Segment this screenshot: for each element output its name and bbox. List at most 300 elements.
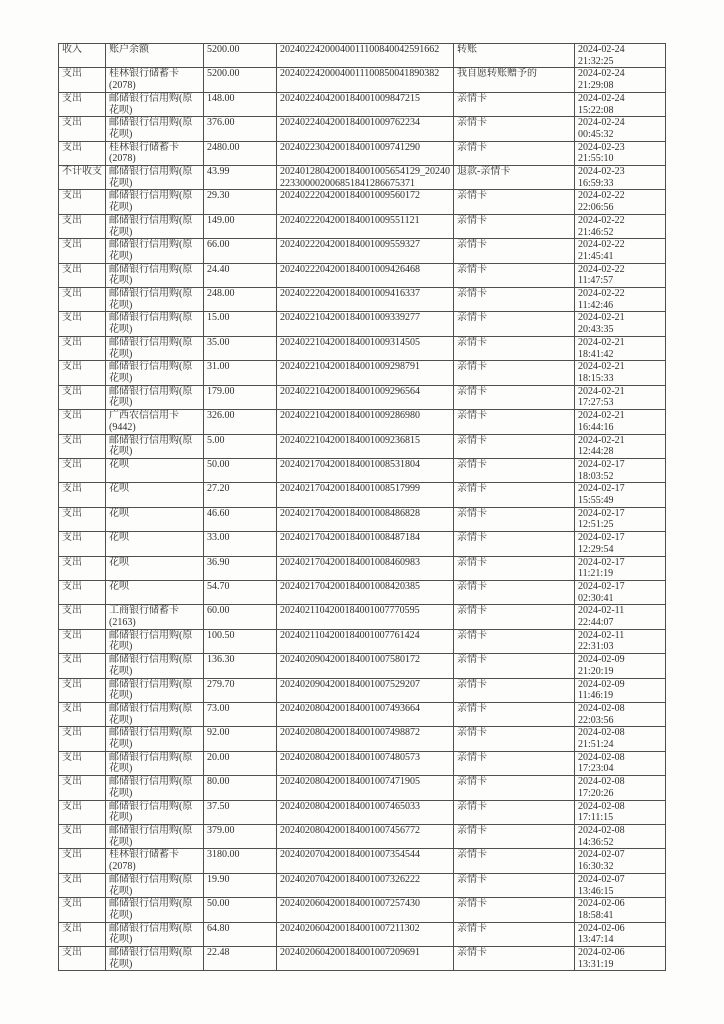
cell-amount: 15.00 [204,312,277,336]
table-row [59,141,666,165]
cell-account: 邮储银行信用购(原花呗) [106,825,204,849]
cell-datetime [575,702,666,726]
cell-datetime [575,678,666,702]
time-line: 00:45:32 [578,128,614,140]
cell-account: 账户余额 [106,44,204,68]
date-line: 2024-02-09 [578,678,625,690]
table-row [59,288,666,312]
cell-transaction-id: 2024020604200184001007209691 [277,947,454,971]
table-row [59,214,666,238]
time-line: 15:22:08 [578,104,614,116]
cell-type: 支出 [59,361,106,385]
cell-description: 亲情卡 [454,727,575,751]
cell-description: 亲情卡 [454,751,575,775]
cell-amount: 136.30 [204,654,277,678]
cell-type: 支出 [59,507,106,531]
cell-transaction-id: 2024021104200184001007761424 [277,629,454,653]
cell-transaction-id: 2024020804200184001007471905 [277,776,454,800]
cell-type: 支出 [59,654,106,678]
date-line: 2024-02-24 [578,117,625,129]
cell-description: 亲情卡 [454,263,575,287]
cell-description: 亲情卡 [454,92,575,116]
cell-datetime [575,629,666,653]
cell-type: 支出 [59,458,106,482]
cell-description: 亲情卡 [454,678,575,702]
cell-datetime [575,288,666,312]
cell-description: 亲情卡 [454,385,575,409]
cell-amount: 326.00 [204,410,277,434]
cell-type: 支出 [59,849,106,873]
cell-amount: 33.00 [204,532,277,556]
cell-account: 邮储银行信用购(原花呗) [106,776,204,800]
cell-datetime [575,800,666,824]
table-row [59,776,666,800]
time-line: 11:21:19 [578,568,614,580]
cell-description: 我自愿转账赠予的 [454,68,575,92]
cell-transaction-id: 2024022204200184001009416337 [277,288,454,312]
table-row [59,117,666,141]
cell-description: 亲情卡 [454,849,575,873]
cell-type: 支出 [59,92,106,116]
cell-description: 亲情卡 [454,702,575,726]
cell-amount: 179.00 [204,385,277,409]
cell-datetime [575,825,666,849]
cell-description: 亲情卡 [454,288,575,312]
table-row [59,385,666,409]
table-row [59,239,666,263]
table-row [59,727,666,751]
cell-datetime [575,873,666,897]
cell-datetime [575,898,666,922]
date-line: 2024-02-23 [578,141,625,153]
time-line: 16:59:33 [578,177,614,189]
cell-account: 邮储银行信用购(原花呗) [106,629,204,653]
date-line: 2024-02-22 [578,263,625,275]
date-line: 2024-02-17 [578,483,625,495]
date-line: 2024-02-08 [578,751,625,763]
cell-type: 支出 [59,190,106,214]
time-line: 13:31:19 [578,958,614,970]
date-line: 2024-02-08 [578,702,625,714]
table-row [59,556,666,580]
cell-transaction-id: 2024022204200184001009559327 [277,239,454,263]
time-line: 21:55:10 [578,153,614,165]
cell-description: 亲情卡 [454,361,575,385]
cell-amount: 27.20 [204,483,277,507]
cell-account: 邮储银行信用购(原花呗) [106,702,204,726]
date-line: 2024-02-24 [578,44,625,55]
table-row [59,849,666,873]
cell-datetime [575,263,666,287]
cell-datetime [575,312,666,336]
cell-transaction-id: 20240224200040011100850041890382 [277,68,454,92]
cell-transaction-id: 2024022104200184001009314505 [277,336,454,360]
cell-type: 支出 [59,776,106,800]
cell-transaction-id: 2024022104200184001009298791 [277,361,454,385]
cell-type: 支出 [59,947,106,971]
cell-datetime [575,483,666,507]
cell-type: 支出 [59,214,106,238]
date-line: 2024-02-11 [578,629,625,641]
cell-description: 退款-亲情卡 [454,166,575,190]
time-line: 13:46:15 [578,885,614,897]
cell-amount: 22.48 [204,947,277,971]
cell-type: 支出 [59,263,106,287]
cell-account: 邮储银行信用购(原花呗) [106,117,204,141]
cell-amount: 92.00 [204,727,277,751]
cell-account: 邮储银行信用购(原花呗) [106,800,204,824]
cell-amount: 5200.00 [204,68,277,92]
time-line: 21:29:08 [578,80,614,92]
cell-transaction-id: 2024021704200184001008486828 [277,507,454,531]
cell-type: 支出 [59,629,106,653]
cell-transaction-id: 2024012804200184001005654129_20240223300002006851841286675371 [277,166,454,190]
cell-description: 亲情卡 [454,898,575,922]
table-row [59,166,666,190]
cell-datetime [575,580,666,604]
table-row [59,483,666,507]
cell-description: 亲情卡 [454,117,575,141]
cell-description: 亲情卡 [454,825,575,849]
cell-description: 亲情卡 [454,214,575,238]
cell-type: 支出 [59,727,106,751]
cell-transaction-id: 2024021704200184001008420385 [277,580,454,604]
cell-amount: 100.50 [204,629,277,653]
cell-description: 亲情卡 [454,532,575,556]
transaction-table-body [59,44,666,971]
cell-description: 亲情卡 [454,922,575,946]
cell-transaction-id: 2024022104200184001009296564 [277,385,454,409]
time-line: 02:30:41 [578,592,614,604]
cell-account: 桂林银行储蓄卡(2078) [106,849,204,873]
date-line: 2024-02-21 [578,410,625,422]
table-row [59,605,666,629]
cell-type: 支出 [59,751,106,775]
cell-type: 支出 [59,312,106,336]
table-row [59,44,666,68]
cell-account: 花呗 [106,580,204,604]
cell-account: 邮储银行信用购(原花呗) [106,312,204,336]
cell-description: 亲情卡 [454,190,575,214]
time-line: 21:20:19 [578,665,614,677]
cell-type: 支出 [59,825,106,849]
cell-account: 邮储银行信用购(原花呗) [106,385,204,409]
cell-transaction-id: 2024020604200184001007257430 [277,898,454,922]
cell-type: 支出 [59,556,106,580]
cell-description: 亲情卡 [454,336,575,360]
time-line: 21:51:24 [578,739,614,751]
date-line: 2024-02-08 [578,727,625,739]
time-line: 14:36:52 [578,836,614,848]
cell-account: 邮储银行信用购(原花呗) [106,654,204,678]
cell-type: 支出 [59,117,106,141]
date-line: 2024-02-21 [578,336,625,348]
date-line: 2024-02-22 [578,288,625,300]
cell-datetime [575,776,666,800]
cell-type: 支出 [59,385,106,409]
cell-datetime [575,654,666,678]
cell-transaction-id: 2024021704200184001008460983 [277,556,454,580]
time-line: 13:47:14 [578,934,614,946]
cell-type: 支出 [59,605,106,629]
cell-datetime [575,751,666,775]
cell-account: 邮储银行信用购(原花呗) [106,727,204,751]
table-row [59,922,666,946]
time-line: 21:32:25 [578,55,614,67]
cell-amount: 50.00 [204,458,277,482]
cell-transaction-id: 2024020804200184001007456772 [277,825,454,849]
table-row [59,532,666,556]
time-line: 11:42:46 [578,299,614,311]
table-row [59,800,666,824]
date-line: 2024-02-17 [578,507,625,519]
cell-transaction-id: 2024022104200184001009339277 [277,312,454,336]
cell-transaction-id: 2024021704200184001008517999 [277,483,454,507]
table-row [59,947,666,971]
cell-type: 支出 [59,336,106,360]
cell-account: 邮储银行信用购(原花呗) [106,922,204,946]
table-row [59,898,666,922]
cell-amount: 379.00 [204,825,277,849]
time-line: 21:46:52 [578,226,614,238]
table-row [59,654,666,678]
cell-type: 不计收支 [59,166,106,190]
date-line: 2024-02-06 [578,922,625,934]
cell-amount: 248.00 [204,288,277,312]
cell-account: 邮储银行信用购(原花呗) [106,190,204,214]
cell-transaction-id: 2024022404200184001009762234 [277,117,454,141]
cell-transaction-id: 2024022204200184001009560172 [277,190,454,214]
cell-datetime [575,166,666,190]
cell-description: 亲情卡 [454,947,575,971]
table-row [59,629,666,653]
cell-amount: 35.00 [204,336,277,360]
table-row [59,68,666,92]
cell-amount: 5.00 [204,434,277,458]
cell-account: 邮储银行信用购(原花呗) [106,263,204,287]
date-line: 2024-02-22 [578,190,625,202]
table-row [59,434,666,458]
cell-account: 工商银行储蓄卡(2163) [106,605,204,629]
cell-datetime [575,458,666,482]
cell-datetime [575,214,666,238]
table-row [59,336,666,360]
time-line: 21:45:41 [578,250,614,262]
cell-type: 支出 [59,141,106,165]
cell-account: 邮储银行信用购(原花呗) [106,873,204,897]
date-line: 2024-02-11 [578,605,625,617]
cell-description: 亲情卡 [454,434,575,458]
cell-datetime [575,190,666,214]
cell-transaction-id: 20240224200040011100840042591662 [277,44,454,68]
date-line: 2024-02-08 [578,776,625,788]
cell-amount: 36.90 [204,556,277,580]
cell-account: 邮储银行信用购(原花呗) [106,92,204,116]
cell-amount: 73.00 [204,702,277,726]
cell-datetime [575,532,666,556]
cell-account: 邮储银行信用购(原花呗) [106,361,204,385]
time-line: 17:23:04 [578,763,614,775]
cell-account: 邮储银行信用购(原花呗) [106,751,204,775]
time-line: 18:03:52 [578,470,614,482]
cell-account: 邮储银行信用购(原花呗) [106,434,204,458]
date-line: 2024-02-06 [578,947,625,959]
cell-datetime [575,68,666,92]
time-line: 15:55:49 [578,495,614,507]
cell-transaction-id: 2024021104200184001007770595 [277,605,454,629]
cell-type: 支出 [59,483,106,507]
cell-description: 亲情卡 [454,239,575,263]
date-line: 2024-02-09 [578,654,625,666]
time-line: 18:41:42 [578,348,614,360]
cell-amount: 279.70 [204,678,277,702]
cell-type: 支出 [59,922,106,946]
cell-description: 亲情卡 [454,776,575,800]
cell-type: 支出 [59,580,106,604]
cell-type: 支出 [59,434,106,458]
cell-amount: 5200.00 [204,44,277,68]
cell-description: 亲情卡 [454,654,575,678]
cell-datetime [575,922,666,946]
cell-amount: 148.00 [204,92,277,116]
cell-account: 桂林银行储蓄卡(2078) [106,141,204,165]
time-line: 18:15:33 [578,372,614,384]
time-line: 12:29:54 [578,543,614,555]
cell-account: 邮储银行信用购(原花呗) [106,336,204,360]
date-line: 2024-02-22 [578,239,625,251]
cell-datetime [575,605,666,629]
cell-datetime [575,434,666,458]
time-line: 11:46:19 [578,690,614,702]
cell-amount: 376.00 [204,117,277,141]
cell-amount: 149.00 [204,214,277,238]
time-line: 17:20:26 [578,787,614,799]
cell-transaction-id: 2024022204200184001009426468 [277,263,454,287]
cell-transaction-id: 2024022104200184001009286980 [277,410,454,434]
cell-datetime [575,239,666,263]
cell-description: 亲情卡 [454,580,575,604]
cell-account: 邮储银行信用购(原花呗) [106,678,204,702]
table-row [59,190,666,214]
cell-transaction-id: 2024020904200184001007580172 [277,654,454,678]
cell-account: 邮储银行信用购(原花呗) [106,288,204,312]
table-row [59,580,666,604]
table-row [59,507,666,531]
time-line: 20:43:35 [578,324,614,336]
date-line: 2024-02-06 [578,898,625,910]
cell-amount: 20.00 [204,751,277,775]
time-line: 22:31:03 [578,641,614,653]
cell-description: 亲情卡 [454,873,575,897]
cell-type: 支出 [59,898,106,922]
cell-transaction-id: 2024020704200184001007354544 [277,849,454,873]
cell-description: 亲情卡 [454,507,575,531]
cell-transaction-id: 2024020804200184001007480573 [277,751,454,775]
table-row [59,361,666,385]
cell-datetime [575,141,666,165]
cell-type: 支出 [59,702,106,726]
date-line: 2024-02-21 [578,361,625,373]
cell-datetime [575,507,666,531]
cell-type: 收入 [59,44,106,68]
cell-datetime [575,556,666,580]
table-row [59,458,666,482]
cell-datetime [575,361,666,385]
date-line: 2024-02-17 [578,556,625,568]
cell-type: 支出 [59,68,106,92]
time-line: 18:58:41 [578,909,614,921]
date-line: 2024-02-17 [578,532,625,544]
date-line: 2024-02-23 [578,166,625,178]
cell-datetime [575,410,666,434]
cell-datetime [575,727,666,751]
cell-account: 邮储银行信用购(原花呗) [106,239,204,263]
cell-transaction-id: 2024022104200184001009236815 [277,434,454,458]
table-row [59,873,666,897]
cell-datetime [575,44,666,68]
cell-type: 支出 [59,239,106,263]
cell-transaction-id: 2024022404200184001009847215 [277,92,454,116]
cell-transaction-id: 2024022304200184001009741290 [277,141,454,165]
date-line: 2024-02-21 [578,434,625,446]
cell-amount: 60.00 [204,605,277,629]
table-row [59,410,666,434]
date-line: 2024-02-17 [578,458,625,470]
date-line: 2024-02-07 [578,873,625,885]
time-line: 16:30:32 [578,861,614,873]
time-line: 12:44:28 [578,446,614,458]
cell-amount: 29.30 [204,190,277,214]
cell-amount: 66.00 [204,239,277,263]
time-line: 17:11:15 [578,812,614,824]
date-line: 2024-02-22 [578,214,625,226]
cell-datetime [575,385,666,409]
cell-datetime [575,336,666,360]
table-row [59,92,666,116]
cell-datetime [575,947,666,971]
time-line: 22:03:56 [578,714,614,726]
time-line: 12:51:25 [578,519,614,531]
cell-description: 转账 [454,44,575,68]
table-row [59,678,666,702]
cell-description: 亲情卡 [454,312,575,336]
cell-description: 亲情卡 [454,410,575,434]
date-line: 2024-02-17 [578,580,625,592]
cell-transaction-id: 2024020704200184001007326222 [277,873,454,897]
cell-amount: 54.70 [204,580,277,604]
table-row [59,702,666,726]
time-line: 17:27:53 [578,397,614,409]
cell-description: 亲情卡 [454,458,575,482]
cell-amount: 19.90 [204,873,277,897]
date-line: 2024-02-24 [578,92,625,104]
cell-type: 支出 [59,288,106,312]
cell-description: 亲情卡 [454,141,575,165]
cell-transaction-id: 2024020804200184001007493664 [277,702,454,726]
table-row [59,263,666,287]
cell-amount: 3180.00 [204,849,277,873]
table-row [59,312,666,336]
cell-type: 支出 [59,410,106,434]
cell-transaction-id: 2024021704200184001008531804 [277,458,454,482]
cell-account: 花呗 [106,556,204,580]
cell-account: 邮储银行信用购(原花呗) [106,898,204,922]
time-line: 11:47:57 [578,275,614,287]
time-line: 22:44:07 [578,617,614,629]
cell-type: 支出 [59,800,106,824]
cell-description: 亲情卡 [454,629,575,653]
cell-account: 花呗 [106,532,204,556]
